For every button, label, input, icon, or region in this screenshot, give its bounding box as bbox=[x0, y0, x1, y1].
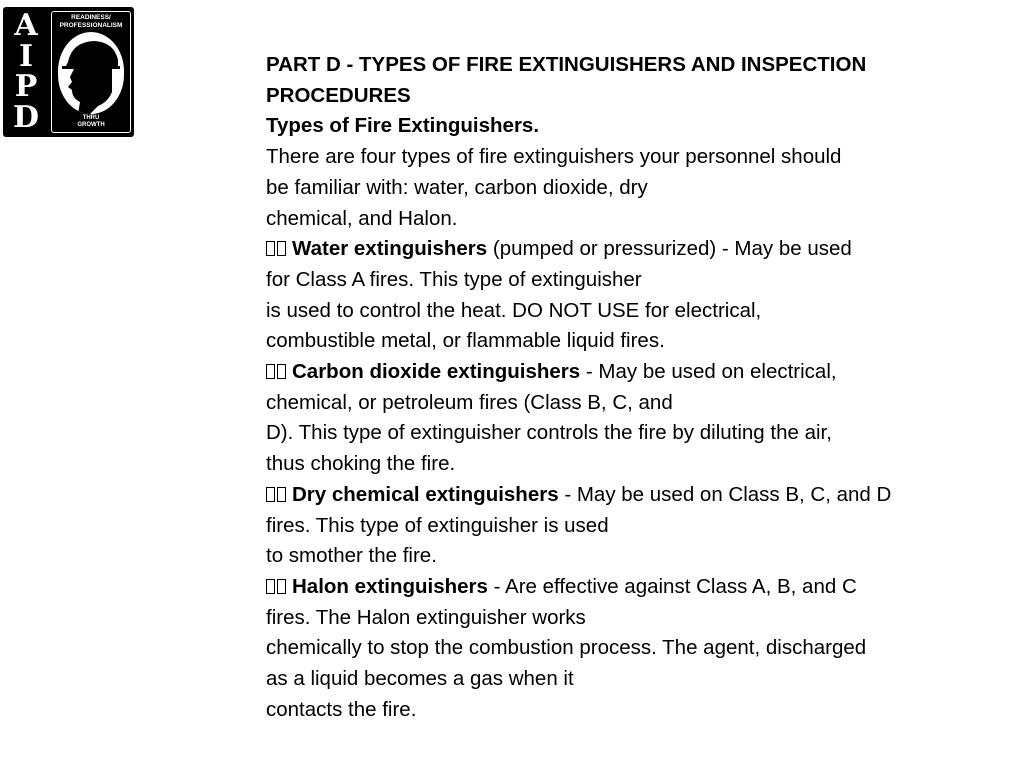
item-text-line: contacts the fire. bbox=[266, 697, 417, 721]
logo-bottom-text: THRU GROWTH bbox=[77, 115, 105, 128]
item-text-line: as a liquid becomes a gas when it bbox=[266, 667, 574, 691]
item-title: Water extinguishers bbox=[292, 237, 488, 261]
intro-line: be familiar with: water, carbon dioxide, dry bbox=[266, 175, 648, 199]
list-item-halon bbox=[266, 572, 966, 603]
item-text: (pumped or pressurized) - May be used bbox=[487, 237, 852, 261]
bullet-icon bbox=[266, 234, 288, 265]
item-text-line: chemical, or petroleum fires (Class B, C, and bbox=[266, 390, 673, 414]
bullet-icon bbox=[266, 572, 288, 603]
logo-letters bbox=[3, 7, 49, 137]
item-text-line: combustible metal, or flammable liquid fires. bbox=[266, 329, 665, 353]
list-item-dry-chemical bbox=[266, 480, 966, 511]
item-text: - Are effective against Class A, B, and C bbox=[487, 574, 857, 598]
item-text-line: fires. This type of extinguisher is used bbox=[266, 513, 609, 537]
item-text-line: D). This type of extinguisher controls the fire by diluting the air, bbox=[266, 421, 832, 445]
item-title: Carbon dioxide extinguishers bbox=[292, 360, 581, 384]
item-text-line: for Class A fires. This type of extinguisher bbox=[266, 267, 642, 291]
soldier-head-icon bbox=[58, 32, 124, 114]
logo-letter-p: P bbox=[14, 69, 38, 105]
document-body bbox=[266, 50, 966, 725]
logo-letter-i: I bbox=[18, 38, 34, 74]
logo-letter-a: A bbox=[14, 8, 38, 44]
intro-line: chemical, and Halon. bbox=[266, 206, 458, 230]
item-title: Dry chemical extinguishers bbox=[292, 482, 559, 506]
list-item-carbon-dioxide bbox=[266, 357, 966, 388]
bullet-icon bbox=[266, 357, 288, 388]
aipd-logo bbox=[3, 7, 134, 137]
item-text-line: to smother the fire. bbox=[266, 544, 437, 568]
item-title: Halon extinguishers bbox=[292, 574, 488, 598]
list-item-water bbox=[266, 234, 966, 265]
item-text-line: thus choking the fire. bbox=[266, 452, 456, 476]
bullet-icon bbox=[266, 480, 288, 511]
logo-top-text: READINESS/ PROFESSIONALISM bbox=[59, 14, 123, 29]
section-heading: PART D - TYPES OF FIRE EXTINGUISHERS AND INSPECTION bbox=[266, 53, 867, 76]
item-text-line: fires. The Halon extinguisher works bbox=[266, 605, 586, 629]
intro-line: There are four types of fire extinguishers your personnel should bbox=[266, 145, 842, 169]
section-heading-continued: PROCEDURES bbox=[266, 83, 411, 107]
item-text: - May be used on Class B, C, and D bbox=[558, 482, 892, 506]
item-text-line: chemically to stop the combustion process. The agent, discharged bbox=[266, 636, 867, 660]
item-text-line: is used to control the heat. DO NOT USE for electrical, bbox=[266, 298, 762, 322]
logo-letter-d: D bbox=[12, 99, 39, 135]
logo-emblem bbox=[51, 11, 131, 133]
item-text: - May be used on electrical, bbox=[580, 360, 837, 384]
subheading: Types of Fire Extinguishers. bbox=[266, 114, 540, 138]
